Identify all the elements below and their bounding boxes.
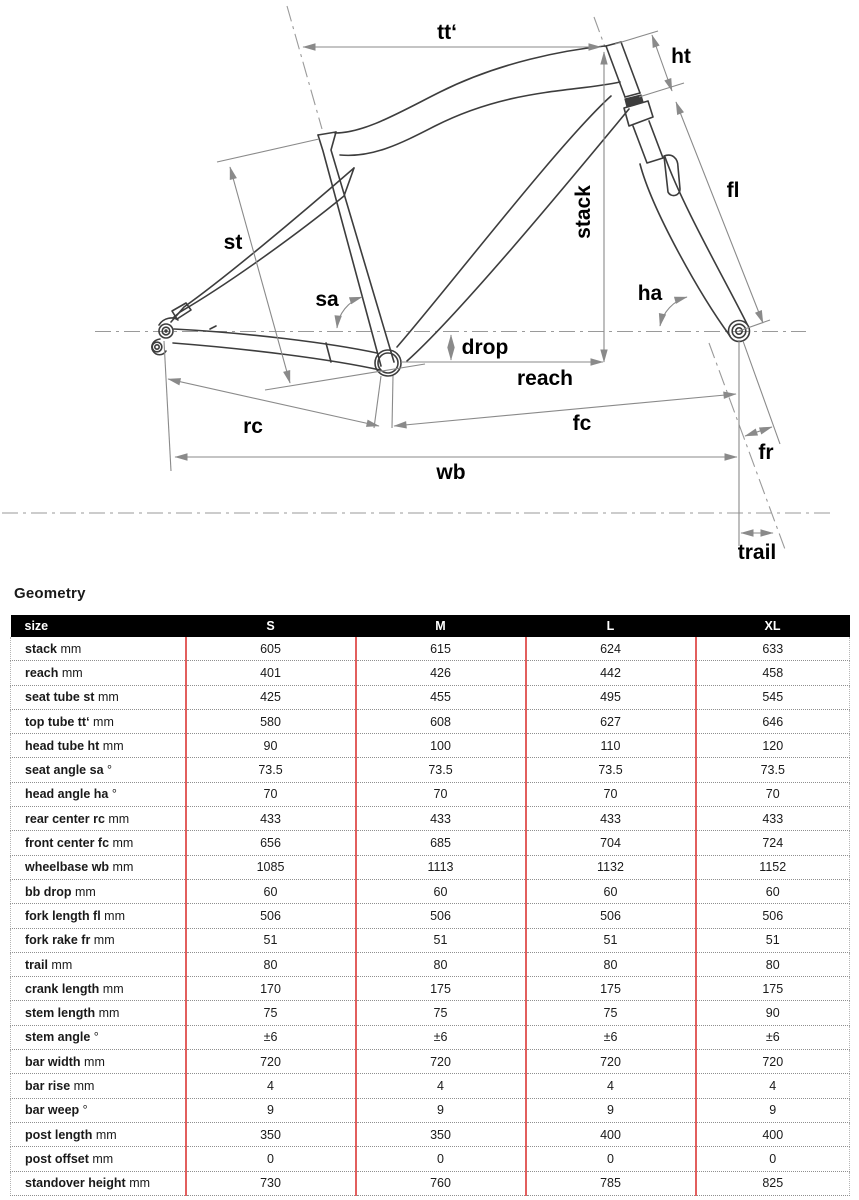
row-label: seat tube st mm (11, 685, 186, 709)
cell-value: 580 (186, 709, 356, 733)
dim-head-angle (660, 297, 687, 326)
cell-value: 720 (696, 1050, 850, 1074)
cell-value: 633 (696, 637, 850, 661)
cell-value: 51 (356, 928, 526, 952)
cell-value: 120 (696, 734, 850, 758)
cell-value: 60 (186, 879, 356, 903)
cell-value: 425 (186, 685, 356, 709)
cell-value: 1085 (186, 855, 356, 879)
cell-value: 615 (356, 637, 526, 661)
table-row (11, 1074, 850, 1098)
label-head-tube: ht (671, 45, 691, 68)
dim-seat-angle (337, 297, 362, 328)
cell-value: 110 (526, 734, 696, 758)
table-row (11, 1171, 850, 1195)
cell-value: 605 (186, 637, 356, 661)
cell-value: 0 (696, 1147, 850, 1171)
cell-value: 75 (356, 1001, 526, 1025)
cell-value: 704 (526, 831, 696, 855)
label-front-center: fc (572, 412, 592, 435)
cell-value: 73.5 (526, 758, 696, 782)
label-top-tube: tt‘ (437, 21, 457, 44)
cell-value: 545 (696, 685, 850, 709)
cell-value: 1152 (696, 855, 850, 879)
cell-value: 0 (526, 1147, 696, 1171)
cell-value: 9 (356, 1098, 526, 1122)
column-header-m: M (356, 615, 526, 637)
cell-value: 720 (526, 1050, 696, 1074)
cell-value: 9 (526, 1098, 696, 1122)
cell-value: 433 (526, 807, 696, 831)
cell-value: 175 (526, 977, 696, 1001)
row-label: post offset mm (11, 1147, 186, 1171)
table-row (11, 1122, 850, 1146)
seat-tube-axis (287, 6, 322, 129)
cell-value: 401 (186, 661, 356, 685)
table-row (11, 1001, 850, 1025)
cell-value: 4 (526, 1074, 696, 1098)
cell-value: ±6 (356, 1025, 526, 1049)
cell-value: 760 (356, 1171, 526, 1195)
row-label: wheelbase wb mm (11, 855, 186, 879)
cell-value: 1113 (356, 855, 526, 879)
cell-value: 73.5 (356, 758, 526, 782)
label-rear-center: rc (243, 415, 263, 438)
row-label: crank length mm (11, 977, 186, 1001)
table-row (11, 1147, 850, 1171)
table-row (11, 928, 850, 952)
table-row (11, 661, 850, 685)
table-row (11, 904, 850, 928)
row-label: rear center rc mm (11, 807, 186, 831)
dimension-labels (224, 21, 777, 564)
column-header-size: size (11, 615, 186, 637)
cell-value: 73.5 (696, 758, 850, 782)
cell-value: ±6 (186, 1025, 356, 1049)
cell-value: 433 (356, 807, 526, 831)
table-row (11, 807, 850, 831)
cell-value: 80 (356, 952, 526, 976)
row-label: bar width mm (11, 1050, 186, 1074)
cell-value: 0 (186, 1147, 356, 1171)
label-fork-length: fl (726, 179, 740, 202)
cell-value: 825 (696, 1171, 850, 1195)
row-label: stack mm (11, 637, 186, 661)
cell-value: 51 (186, 928, 356, 952)
table-header-row (11, 615, 850, 637)
cell-value: 4 (696, 1074, 850, 1098)
cell-value: 70 (186, 782, 356, 806)
table-row (11, 782, 850, 806)
cell-value: 80 (696, 952, 850, 976)
cell-value: 350 (186, 1122, 356, 1146)
cell-value: ±6 (696, 1025, 850, 1049)
table-row (11, 831, 850, 855)
label-wheelbase: wb (436, 461, 466, 484)
label-seat-tube: st (223, 231, 243, 254)
cell-value: 70 (696, 782, 850, 806)
table-row (11, 758, 850, 782)
table-row (11, 637, 850, 661)
cell-value: 350 (356, 1122, 526, 1146)
row-label: top tube tt‘ mm (11, 709, 186, 733)
bottom-bracket (375, 350, 401, 376)
cell-value: 1132 (526, 855, 696, 879)
column-header-xl: XL (696, 615, 850, 637)
cell-value: 0 (356, 1147, 526, 1171)
cell-value: 646 (696, 709, 850, 733)
table-row (11, 855, 850, 879)
cell-value: 170 (186, 977, 356, 1001)
cell-value: 70 (356, 782, 526, 806)
cell-value: 785 (526, 1171, 696, 1195)
cell-value: 100 (356, 734, 526, 758)
row-label: fork length fl mm (11, 904, 186, 928)
steering-axis-bottom (709, 343, 786, 552)
cell-value: 4 (356, 1074, 526, 1098)
cell-value: ±6 (526, 1025, 696, 1049)
label-stack: stack (572, 185, 595, 239)
cell-value: 60 (526, 879, 696, 903)
cell-value: 426 (356, 661, 526, 685)
dim-rear-center (168, 379, 379, 426)
cell-value: 51 (526, 928, 696, 952)
cell-value: 51 (696, 928, 850, 952)
cell-value: 495 (526, 685, 696, 709)
table-row (11, 1098, 850, 1122)
table-row (11, 977, 850, 1001)
cell-value: 400 (526, 1122, 696, 1146)
table-row (11, 1050, 850, 1074)
section-title: Geometry (14, 585, 86, 602)
row-label: stem angle ° (11, 1025, 186, 1049)
reference-axes (2, 6, 833, 552)
row-label: post length mm (11, 1122, 186, 1146)
row-label: reach mm (11, 661, 186, 685)
cell-value: 724 (696, 831, 850, 855)
label-fork-rake: fr (758, 441, 774, 464)
dim-fork-rake (745, 427, 772, 436)
cell-value: 70 (526, 782, 696, 806)
cell-value: 175 (696, 977, 850, 1001)
row-label: standover height mm (11, 1171, 186, 1195)
table-row (11, 879, 850, 903)
row-label: bar weep ° (11, 1098, 186, 1122)
dim-head-tube (652, 35, 672, 91)
cell-value: 506 (356, 904, 526, 928)
label-head-angle: ha (637, 282, 663, 305)
dim-front-center (394, 394, 736, 426)
cell-value: 433 (186, 807, 356, 831)
cell-value: 90 (696, 1001, 850, 1025)
cell-value: 442 (526, 661, 696, 685)
cell-value: 458 (696, 661, 850, 685)
cell-value: 506 (526, 904, 696, 928)
cell-value: 90 (186, 734, 356, 758)
cell-value: 506 (696, 904, 850, 928)
row-label: fork rake fr mm (11, 928, 186, 952)
cell-value: 656 (186, 831, 356, 855)
cell-value: 730 (186, 1171, 356, 1195)
row-label: seat angle sa ° (11, 758, 186, 782)
label-bb-drop: drop (461, 336, 509, 359)
cell-value: 80 (186, 952, 356, 976)
label-seat-angle: sa (315, 288, 339, 311)
cell-value: 506 (186, 904, 356, 928)
cell-value: 73.5 (186, 758, 356, 782)
row-label: head tube ht mm (11, 734, 186, 758)
table-row (11, 734, 850, 758)
cell-value: 624 (526, 637, 696, 661)
table-row (11, 1025, 850, 1049)
cell-value: 400 (696, 1122, 850, 1146)
row-label: stem length mm (11, 1001, 186, 1025)
row-label: trail mm (11, 952, 186, 976)
cell-value: 720 (356, 1050, 526, 1074)
cell-value: 685 (356, 831, 526, 855)
cell-value: 720 (186, 1050, 356, 1074)
cell-value: 9 (186, 1098, 356, 1122)
table-row (11, 709, 850, 733)
cell-value: 60 (696, 879, 850, 903)
table-row (11, 685, 850, 709)
cell-value: 175 (356, 977, 526, 1001)
row-label: head angle ha ° (11, 782, 186, 806)
geometry-section (10, 585, 849, 1196)
label-trail: trail (737, 541, 777, 564)
row-label: front center fc mm (11, 831, 186, 855)
cell-value: 455 (356, 685, 526, 709)
cell-value: 80 (526, 952, 696, 976)
bike-geometry-diagram (0, 0, 859, 580)
table-row (11, 952, 850, 976)
label-reach: reach (516, 367, 574, 390)
cell-value: 433 (696, 807, 850, 831)
cell-value: 4 (186, 1074, 356, 1098)
row-label: bb drop mm (11, 879, 186, 903)
dimension-lines (164, 31, 780, 546)
cell-value: 608 (356, 709, 526, 733)
geometry-table (10, 615, 850, 1196)
cell-value: 75 (526, 1001, 696, 1025)
cell-value: 9 (696, 1098, 850, 1122)
cell-value: 75 (186, 1001, 356, 1025)
row-label: bar rise mm (11, 1074, 186, 1098)
column-header-l: L (526, 615, 696, 637)
cell-value: 60 (356, 879, 526, 903)
cell-value: 627 (526, 709, 696, 733)
column-header-s: S (186, 615, 356, 637)
steering-axis-top (594, 17, 605, 47)
